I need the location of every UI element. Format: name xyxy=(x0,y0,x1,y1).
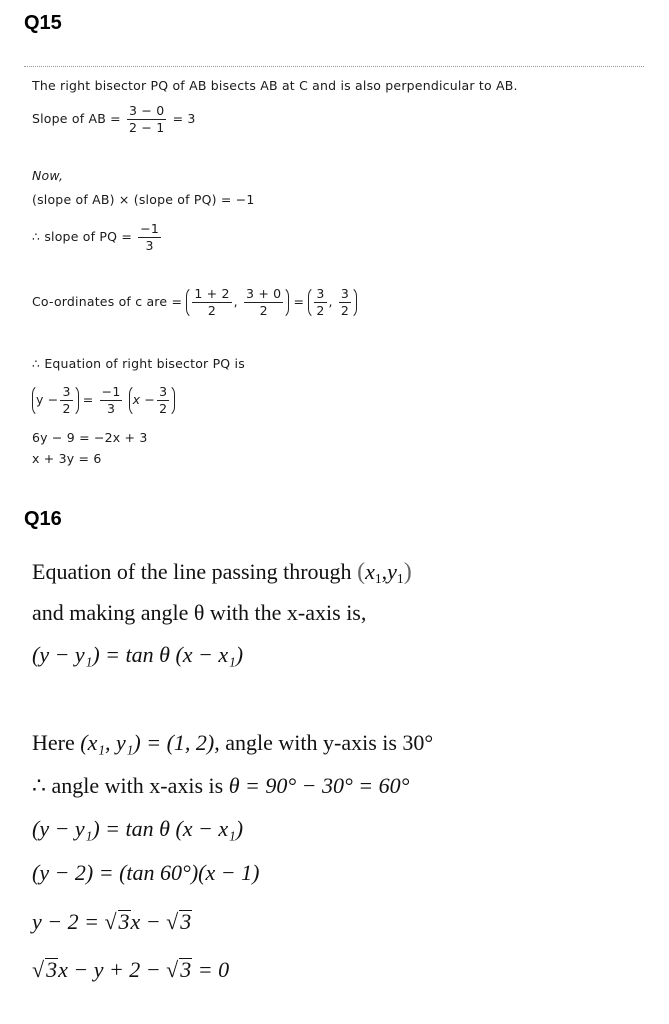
q16-line3: (y − y₁) = tan θ (x − x₁) xyxy=(32,642,244,667)
q16-heading: Q16 xyxy=(24,508,62,530)
q16-line4: Here (x₁, y₁) = (1, 2), angle with y-axis is 30° xyxy=(32,730,434,755)
q15-slope-pq: ∴ slope of PQ = $\frac{-1}{3}$ xyxy=(32,221,160,253)
divider xyxy=(24,66,644,67)
q15-step1: 6y − 9 = −2x + 3 xyxy=(32,430,148,445)
q16-line5: ∴ angle with x-axis is θ = 90° − 30° = 60° xyxy=(32,773,410,798)
q16-line7: (y − 2) = (tan 60°)(x − 1) xyxy=(32,860,260,885)
q16-line6: (y − y₁) = tan θ (x − x₁) xyxy=(32,816,244,841)
q15-equation: y − $\frac{3}{2}$ = $\frac{-1}{3}$ x − $\frac{3}{2}$ xyxy=(32,384,175,417)
q15-coordinates: Co-ordinates of c are = $\frac{1 + 2}{2}$ , $\frac{3 + 0}{2}$ = $\frac{3}{2}$ , $\frac{3}{2}$ xyxy=(32,286,357,319)
q15-eq-label: ∴ Equation of right bisector PQ is xyxy=(32,356,245,371)
q15-now: Now, xyxy=(32,168,64,183)
q15-slope-ab: Slope of AB = $\frac{3 - 0}{2 - 1}$ = 3 xyxy=(32,103,196,135)
q15-product: (slope of AB) × (slope of PQ) = −1 xyxy=(32,192,255,207)
q16-line8: y − 2 = √3x − √3 xyxy=(32,909,192,934)
fraction: $\frac{3 - 0}{2 - 1}$ xyxy=(129,103,165,135)
q15-heading: Q15 xyxy=(24,12,62,34)
q16-line9: √3x − y + 2 − √3 = 0 xyxy=(32,957,230,982)
q16-line2: and making angle θ with the x-axis is, xyxy=(32,600,367,625)
q16-line1: Equation of the line passing through $(x_1,y_1)$ xyxy=(32,559,412,587)
q15-intro: The right bisector PQ of AB bisects AB at C and is also perpendicular to AB. xyxy=(32,78,518,93)
q15-step2: x + 3y = 6 xyxy=(32,451,102,466)
